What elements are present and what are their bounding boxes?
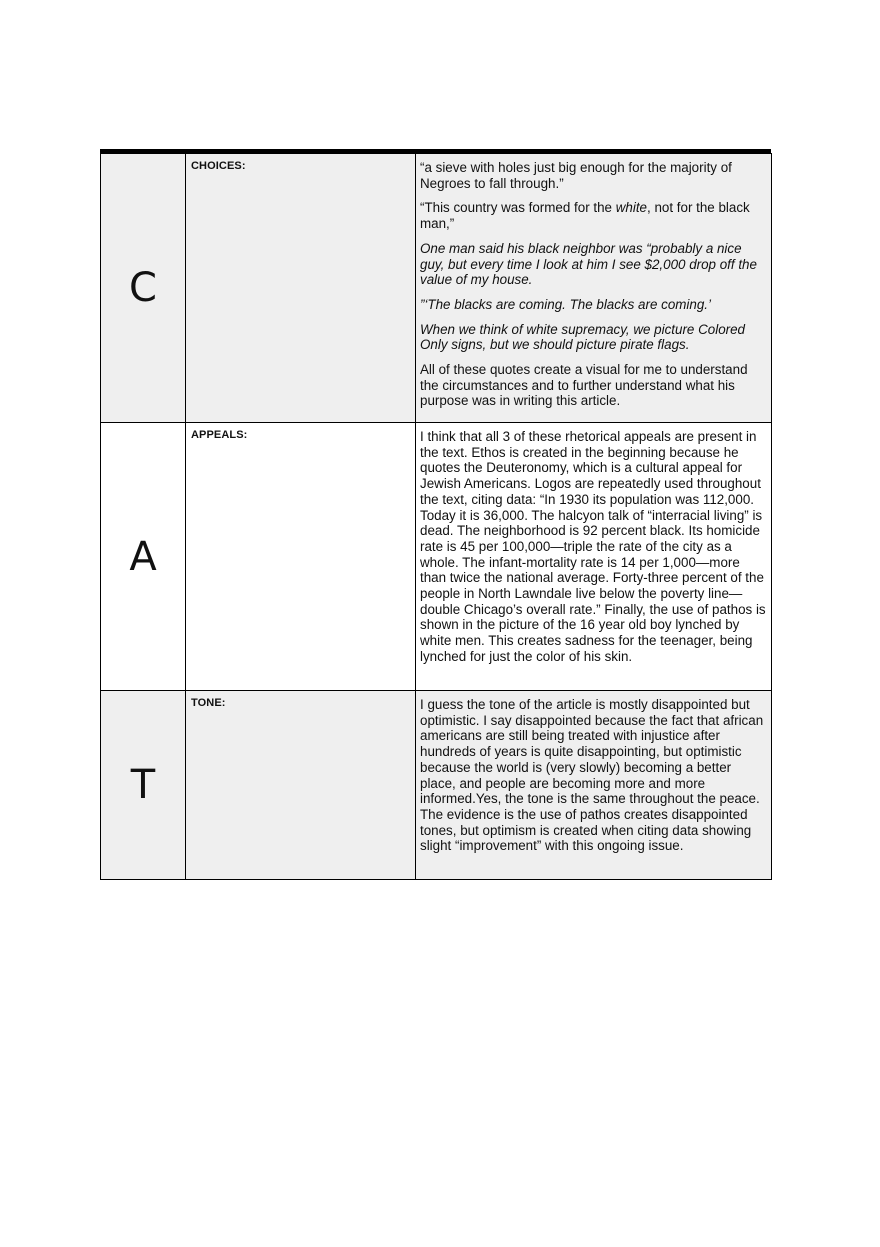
appeals-text: I think that all 3 of these rhetorical appeals are present in the text. Ethos is created in the beginning because he quotes the Deuteronomy, which is a cultural appeal for Jewish Americans. Logos are repeatedly used throughout the text, citing data: “In 1930 its population was 112,000. Today it is 36,000. The halcyon talk of “interracial living” is dead. The neighborhood is 92 percent black. Its homicide rate is 45 per 100,000—triple the rate of the city as a whole. The infant-mortality rate is 14 per 1,000—more than twice the national average. Forty-three percent of the people in North Lawndale live below the poverty line—double Chicago’s overall rate.” Finally, the use of pathos is shown in the picture of the 16 year old boy lynched by white men. This creates sadness for the teenager, being lynched for just the color of his skin. <box>420 429 766 664</box>
choices-quote-1: “a sieve with holes just big enough for the majority of Negroes to fall through.” <box>420 160 732 191</box>
choices-quote-4: ”‘The blacks are coming. The blacks are coming.’ <box>420 296 711 312</box>
choices-quote-2-end: , not for the black man,” <box>420 200 750 232</box>
row-label-appeals: APPEALS: <box>186 423 416 691</box>
choices-quote-2-start: “This country was formed for the <box>420 200 616 216</box>
table-row-choices <box>101 154 772 423</box>
appeals-content <box>416 423 772 691</box>
choices-quote-5: When we think of white supremacy, we picture Colored Only signs, but we should picture pirate flags. <box>420 321 745 353</box>
choices-quote-2-emphasis: white <box>615 200 647 216</box>
row-label-choices: CHOICES: <box>186 154 416 423</box>
choices-quote-3: One man said his black neighbor was “probably a nice guy, but every time I look at him I see $2,000 drop off the value of my house. <box>420 240 757 288</box>
tone-content <box>416 691 772 880</box>
choices-content <box>416 154 772 423</box>
row-letter-c: C <box>101 154 186 423</box>
choices-summary: All of these quotes create a visual for me to understand the circumstances and to further understand what his purpose was in writing this article. <box>420 362 748 409</box>
table-row-appeals <box>101 423 772 691</box>
row-letter-t: T <box>101 691 186 880</box>
choices-quote-2 <box>420 200 766 231</box>
row-label-tone: TONE: <box>186 691 416 880</box>
cat-analysis-table <box>100 153 772 880</box>
row-letter-a: A <box>101 423 186 691</box>
table-row-tone <box>101 691 772 880</box>
tone-text: I guess the tone of the article is mostly disappointed but optimistic. I say disappointed because the fact that african americans are still being treated with injustice after hundreds of years is quite disappointing, but optimistic because the world is (very slowly) becoming a better place, and people are becoming more and more informed.Yes, the tone is the same throughout the peace. The evidence is the use of pathos creates disappointed tones, but optimism is created when citing data showing slight “improvement” with this ongoing issue. <box>420 697 764 854</box>
